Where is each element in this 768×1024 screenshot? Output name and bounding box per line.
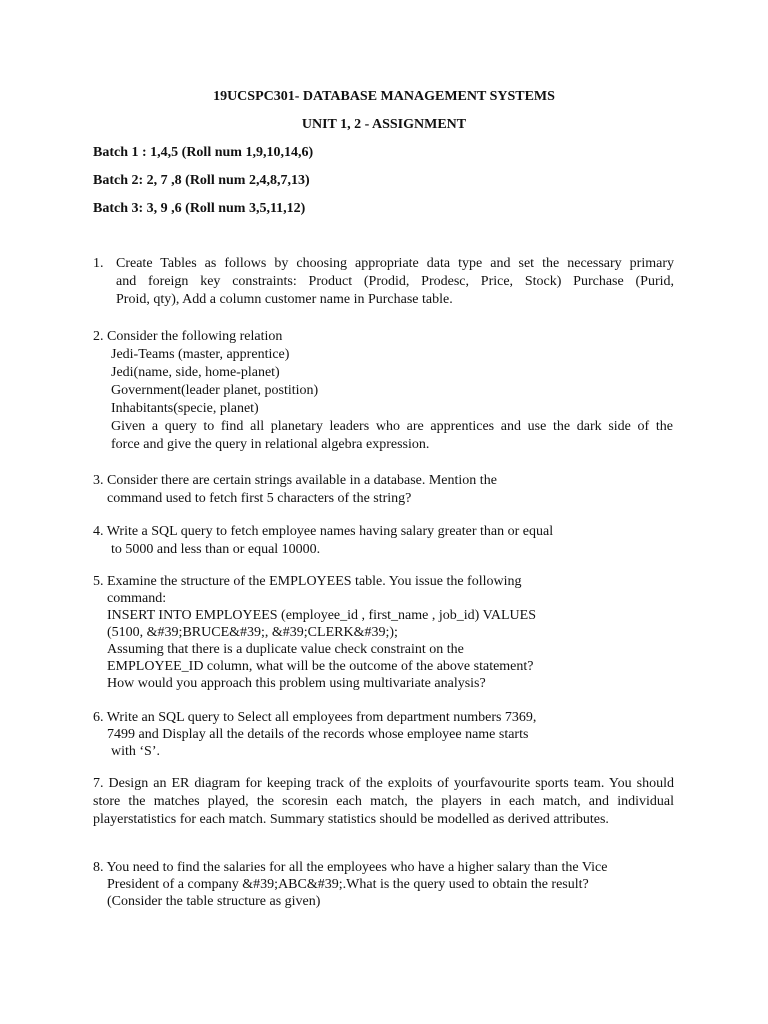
course-title: 19UCSPC301- DATABASE MANAGEMENT SYSTEMS — [213, 89, 555, 104]
q2-line-7: force and give the query in relational algebra expression. — [111, 437, 430, 452]
q6-line-3: with ‘S’. — [111, 744, 160, 759]
assignment-title: UNIT 1, 2 - ASSIGNMENT — [301, 117, 467, 132]
q8-line-2: President of a company &#39;ABC&#39;.What is the query used to obtain the result? — [107, 877, 589, 892]
q5-line-1: 5. Examine the structure of the EMPLOYEES table. You issue the following — [93, 574, 522, 589]
q5-line-4: (5100, &#39;BRUCE&#39;, &#39;CLERK&#39;); — [107, 625, 398, 640]
q7-paragraph: 7. Design an ER diagram for keeping track of the exploits of yourfavourite sports team. You should store the matches played, the scoresin each match, the players in each match, and individual playerstatistics for each match. Summary statistics should be modelled as derived attributes. — [93, 776, 674, 827]
q1-line-3: Proid, qty), Add a column customer name in Purchase table. — [116, 292, 453, 307]
q5-line-6: EMPLOYEE_ID column, what will be the outcome of the above statement? — [107, 659, 534, 674]
batch-2: Batch 2: 2, 7 ,8 (Roll num 2,4,8,7,13) — [93, 173, 310, 188]
q6-line-1: 6. Write an SQL query to Select all employees from department numbers 7369, — [93, 710, 537, 725]
q1-line-1: Create Tables as follows by choosing appropriate data type and set the necessary primary — [116, 256, 674, 271]
q2-line-4: Government(leader planet, postition) — [111, 383, 319, 398]
q8-line-1: 8. You need to find the salaries for all the employees who have a higher salary than the Vice — [93, 860, 608, 875]
q2-line-1: 2. Consider the following relation — [93, 329, 283, 344]
q2-line-3: Jedi(name, side, home-planet) — [111, 365, 280, 380]
q5-line-5: Assuming that there is a duplicate value check constraint on the — [107, 642, 464, 657]
q3-line-1: 3. Consider there are certain strings available in a database. Mention the — [93, 473, 497, 488]
q5-line-3: INSERT INTO EMPLOYEES (employee_id , first_name , job_id) VALUES — [107, 608, 536, 623]
q1-line-2: and foreign key constraints: Product (Prodid, Prodesc, Price, Stock) Purchase (Purid, — [116, 274, 674, 289]
q5-line-7: How would you approach this problem using multivariate analysis? — [107, 676, 486, 691]
q4-line-2: to 5000 and less than or equal 10000. — [111, 542, 321, 557]
q1-number: 1. — [93, 256, 104, 271]
batch-1: Batch 1 : 1,4,5 (Roll num 1,9,10,14,6) — [93, 145, 314, 160]
q2-line-6: Given a query to find all planetary leaders who are apprentices and use the dark side of the — [111, 419, 673, 434]
q6-line-2: 7499 and Display all the details of the records whose employee name starts — [107, 727, 529, 742]
q5-line-2: command: — [107, 591, 167, 606]
q8-line-3: (Consider the table structure as given) — [107, 894, 321, 909]
batch-3: Batch 3: 3, 9 ,6 (Roll num 3,5,11,12) — [93, 201, 306, 216]
q4-line-1: 4. Write a SQL query to fetch employee names having salary greater than or equal — [93, 524, 554, 539]
q2-line-5: Inhabitants(specie, planet) — [111, 401, 259, 416]
q2-line-2: Jedi-Teams (master, apprentice) — [111, 347, 290, 362]
q3-line-2: command used to fetch first 5 characters of the string? — [107, 491, 412, 506]
